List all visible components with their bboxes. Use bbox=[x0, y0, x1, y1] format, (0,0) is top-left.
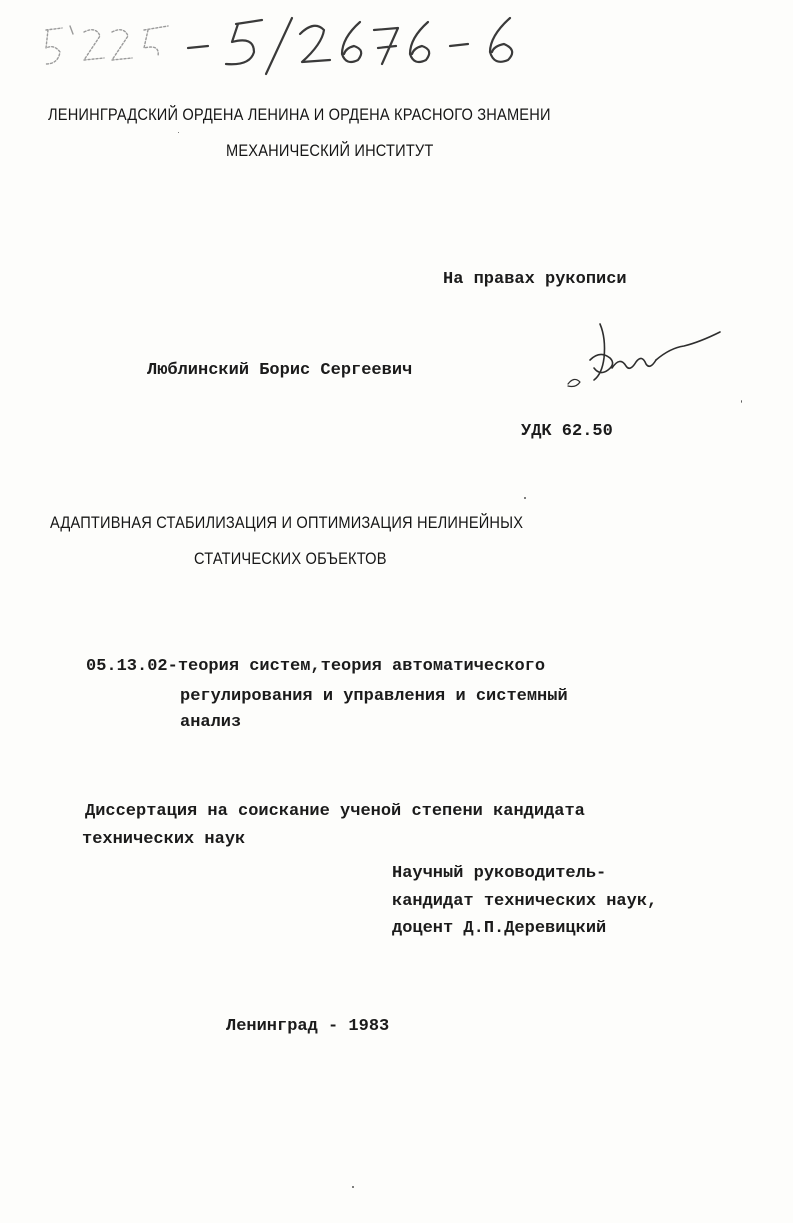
institution-line-1: ЛЕНИНГРАДСКИЙ ОРДЕНА ЛЕНИНА И ОРДЕНА КРАСНОГО ЗНАМЕНИ bbox=[48, 105, 551, 124]
dissertation-line-1: Диссертация на соискание ученой степени кандидата bbox=[85, 802, 585, 821]
specialty-line-3: анализ bbox=[180, 713, 242, 732]
institution-line-2: МЕХАНИЧЕСКИЙ ИНСТИТУТ bbox=[226, 141, 434, 160]
scan-speck bbox=[524, 497, 526, 499]
specialty-line-1: 05.13.02-теория систем,теория автоматического bbox=[86, 657, 546, 676]
author-signature bbox=[560, 318, 740, 398]
archive-mark bbox=[40, 8, 560, 78]
title-line-1: АДАПТИВНАЯ СТАБИЛИЗАЦИЯ И ОПТИМИЗАЦИЯ НЕЛИНЕЙНЫХ bbox=[50, 513, 524, 532]
specialty-line-2: регулирования и управления и системный bbox=[180, 687, 568, 706]
title-line-2: СТАТИЧЕСКИХ ОБЪЕКТОВ bbox=[194, 549, 387, 568]
supervisor-line-2: кандидат технических наук, bbox=[392, 892, 658, 911]
archive-mark-handwriting bbox=[40, 8, 560, 78]
udk-code: УДК 62.50 bbox=[521, 422, 613, 441]
scan-speck bbox=[352, 1186, 354, 1188]
dissertation-line-2: технических наук bbox=[82, 830, 246, 849]
city-year: Ленинград - 1983 bbox=[226, 1017, 390, 1036]
scan-speck bbox=[178, 132, 179, 133]
rights-note: На правах рукописи bbox=[443, 270, 627, 289]
scan-speck bbox=[741, 400, 742, 403]
supervisor-line-3: доцент Д.П.Деревицкий bbox=[392, 919, 607, 938]
author-name: Люблинский Борис Сергеевич bbox=[147, 361, 413, 380]
signature-handwriting bbox=[560, 318, 740, 398]
supervisor-line-1: Научный руководитель- bbox=[392, 864, 607, 883]
